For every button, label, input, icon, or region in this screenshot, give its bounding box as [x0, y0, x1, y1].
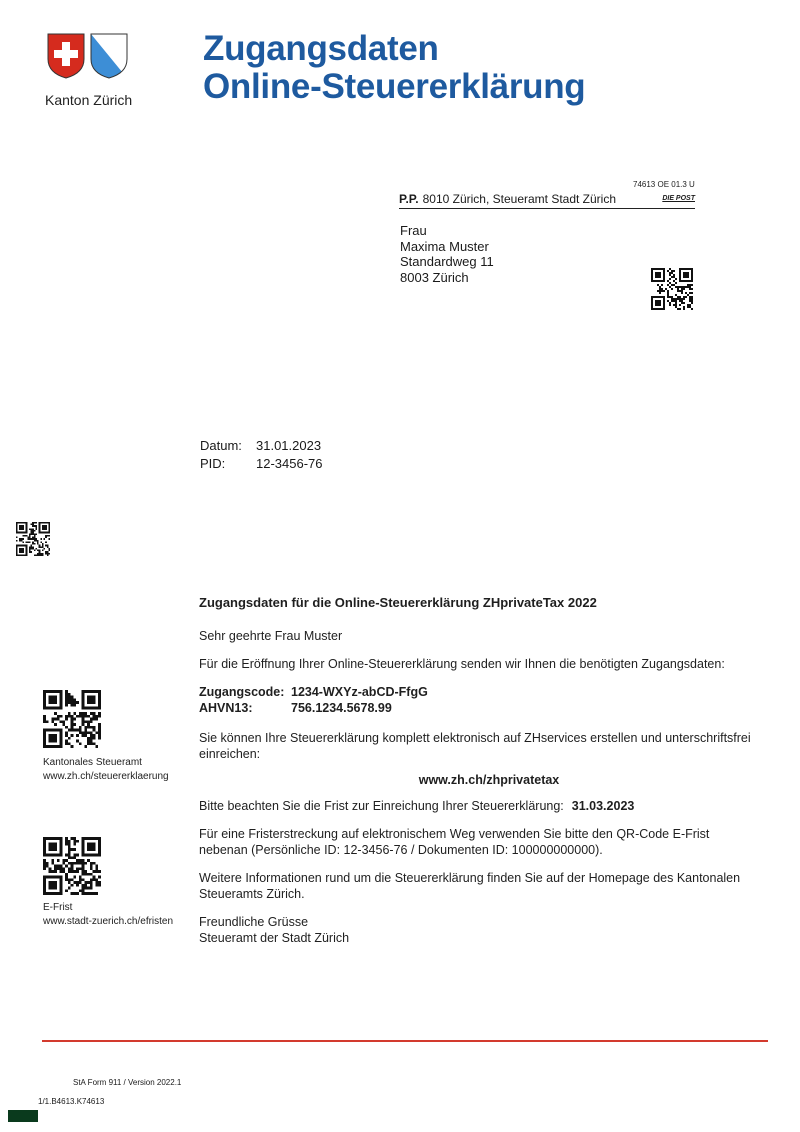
closing-line: Steueramt der Stadt Zürich: [199, 931, 350, 945]
sidebar-steueramt: [43, 756, 169, 784]
sidebar-link[interactable]: www.stadt-zuerich.ch/efristen: [43, 916, 174, 927]
qr-code-efrist-icon[interactable]: [42, 837, 102, 895]
deadline-date: 31.03.2023: [571, 799, 635, 813]
title-line-1: Zugangsdaten: [203, 29, 439, 68]
deadline-text: Bitte beachten Sie die Frist zur Einreichung Ihrer Steuererklärung:: [199, 799, 564, 813]
letter-body: [199, 595, 759, 946]
pid-label: PID:: [200, 456, 226, 471]
access-codes: [199, 684, 759, 716]
info-paragraph: Weitere Informationen rund um die Steuererklärung finden Sie auf der Homepage des Kantonalen Steueramts Zürich.: [199, 871, 741, 901]
datum-value: 31.01.2023: [256, 438, 322, 453]
pp-text: 8010 Zürich, Steueramt Stadt Zürich: [422, 192, 617, 206]
intro-paragraph: Für die Eröffnung Ihrer Online-Steuererklärung senden wir Ihnen die benötigten Zugangsdaten:: [199, 657, 725, 671]
extension-paragraph: Für eine Fristerstreckung auf elektronischem Weg verwenden Sie bitte den QR-Code E-Frist nebenan (Persönliche ID: 12-3456-76 / Dokumenten ID: 100000000000).: [199, 827, 710, 857]
sidebar-efrist: [43, 901, 173, 929]
closing: [199, 914, 759, 946]
address-line: Maxima Muster: [400, 238, 489, 254]
die-post-logo: DIE POST: [662, 195, 695, 202]
document-code: 1/1.B4613.K74613: [38, 1097, 105, 1106]
electronic-paragraph: Sie können Ihre Steuererklärung komplett elektronisch auf ZHservices erstellen und unterschriftsfrei einreichen:: [199, 731, 751, 761]
ahv-value: 756.1234.5678.99: [291, 701, 392, 715]
letter-subject: Zugangsdaten für die Online-Steuererklärung ZHprivateTax 2022: [199, 595, 597, 610]
zhprivatetax-link[interactable]: www.zh.ch/zhprivatetax: [418, 773, 560, 787]
swiss-coat-of-arms-icon: [47, 33, 85, 79]
print-mark: [8, 1110, 38, 1122]
deadline-paragraph: [199, 798, 759, 814]
qr-code-icon: [16, 522, 50, 556]
code-label: Zugangscode:: [199, 685, 285, 699]
sidebar-label: Kantonales Steueramt: [43, 757, 142, 768]
sidebar-link[interactable]: www.zh.ch/steuererklaerung: [43, 771, 169, 782]
datum-label: Datum:: [200, 438, 242, 453]
zurich-coat-of-arms-icon: [90, 33, 128, 79]
sidebar-label: E-Frist: [43, 902, 73, 913]
address-line: Standardweg 11: [400, 254, 494, 269]
page-title: [203, 30, 585, 106]
code-value: 1234-WXYz-abCD-FfgG: [291, 685, 428, 699]
address-line: 8003 Zürich: [400, 269, 469, 285]
pp-prefix: P.P.: [399, 192, 419, 206]
title-line-2: Online-Steuererklärung: [203, 67, 586, 106]
address-line: Frau: [400, 223, 427, 238]
qr-code-icon: [651, 268, 693, 310]
salutation: Sehr geehrte Frau Muster: [199, 629, 343, 643]
ahv-label: AHVN13:: [199, 701, 253, 715]
pp-line: [399, 192, 695, 209]
closing-line: Freundliche Grüsse: [199, 915, 309, 929]
kanton-label: Kanton Zürich: [45, 92, 133, 108]
meta-block: [200, 437, 323, 473]
pid-value: 12-3456-76: [256, 456, 323, 471]
form-version: StA Form 911 / Version 2022.1: [73, 1078, 182, 1087]
postal-code: 74613 OE 01.3 U: [633, 180, 695, 189]
qr-code-steueramt-icon[interactable]: [42, 690, 102, 748]
recipient-address: [400, 223, 494, 285]
divider-line: [42, 1040, 768, 1042]
